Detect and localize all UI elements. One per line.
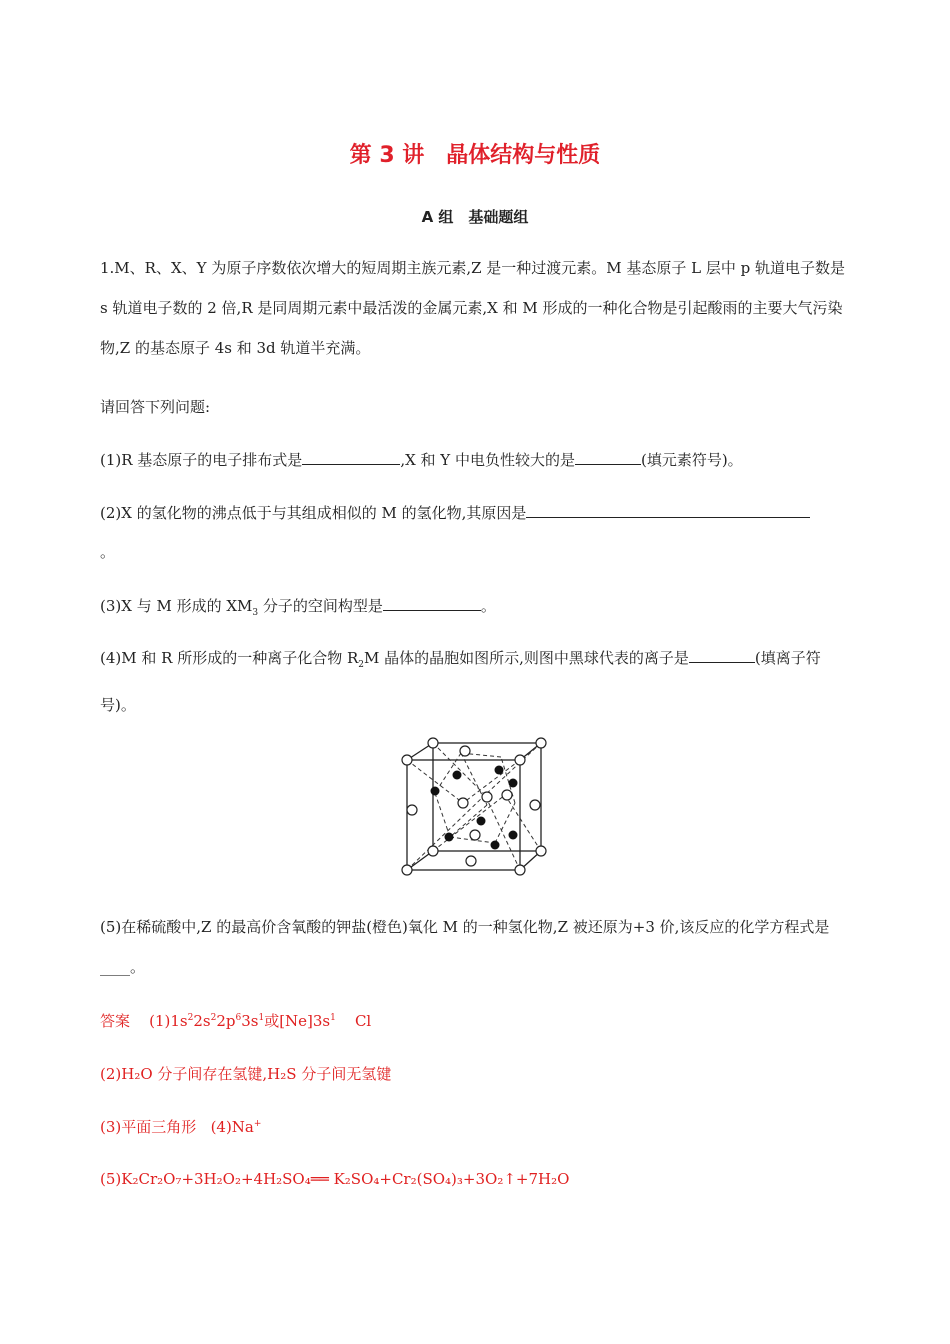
q4-text-b: M 晶体的晶胞如图所示,则图中黑球代表的离子是 [364,649,689,667]
crystal-cell-diagram [395,735,555,880]
a1-prefix: (1)1s [149,1012,188,1030]
a1-part: 2p [216,1012,236,1030]
answer-line-5: (5)K₂Cr₂O₇+3H₂O₂+4H₂SO₄══ K₂SO₄+Cr₂(SO₄)₃+3O₂↑+7H₂O [100,1170,570,1188]
a1-exp: 1 [258,1013,265,1023]
answer-line-3 [100,1116,860,1137]
a1-part: 3s [241,1012,259,1030]
answer-line-1 [100,1010,860,1031]
q4-text-a: (4)M 和 R 所形成的一种离子化合物 R [100,649,359,667]
sub-question-3 [100,594,860,618]
a4-text: (4)Na [210,1118,254,1136]
answer-line-2: (2)H₂O 分子间存在氢键,H₂S 分子间无氢键 [100,1065,392,1083]
q3-subscript: 3 [252,608,259,618]
sub-question-2 [100,501,860,523]
a1-exp: 6 [235,1013,242,1023]
a4-charge: + [253,1119,262,1129]
page-title: 第 3 讲 晶体结构与性质 [349,143,601,168]
q4-subscript: 2 [358,660,365,670]
a1-exp: 2 [210,1013,217,1023]
q3-text-c: 。 [480,597,496,615]
a1-part: 或[Ne]3s [264,1012,331,1030]
q1-text-c: (填元素符号)。 [640,451,743,469]
a1-exp: 1 [330,1013,336,1023]
group-heading: A 组 基础题组 [421,208,529,226]
q3-text-a: (3)X 与 M 形成的 XM [100,597,253,615]
unit-cell-figure [395,735,555,880]
q1-text-a: (1)R 基态原子的电子排布式是 [100,451,303,469]
q4-text-c: (填离子符号)。 [100,649,821,714]
answer-label: 答案 [100,1012,131,1030]
answer-blank[interactable] [689,646,755,663]
answer-blank[interactable] [526,501,810,518]
sub-question-1 [100,448,860,470]
sub-question-2-end: 。 [100,543,116,561]
q3-text-b: 分子的空间构型是 [258,597,383,615]
sub-question-4 [100,638,850,725]
answer-blank[interactable] [383,594,481,611]
q2-text-a: (2)X 的氢化物的沸点低于与其组成相似的 M 的氢化物,其原因是 [100,504,527,522]
a1-part: 2s [193,1012,211,1030]
question-stem: 1.M、R、X、Y 为原子序数依次增大的短周期主族元素,Z 是一种过渡元素。M 基态原子 L 层中 p 轨道电子数是 s 轨道电子数的 2 倍,R 是同周期元素中最活泼的金属元素,X 和 M 形成的一种化合物是引起酸雨的主要大气污染物,Z 的基态原子 4s 和 3d 轨道半充满。 [100,259,846,357]
a1-exp: 2 [187,1013,194,1023]
answer-blank[interactable] [575,448,641,465]
a1-element: Cl [354,1012,372,1030]
q1-text-b: ,X 和 Y 中电负性较大的是 [400,451,575,469]
answer-blank[interactable] [302,448,400,465]
a3-text: (3)平面三角形 [100,1118,197,1136]
sub-question-5: (5)在稀硫酸中,Z 的最高价含氧酸的钾盐(橙色)氧化 M 的一种氢化物,Z 被还原为+3 价,该反应的化学方程式是____。 [100,918,830,976]
question-prompt: 请回答下列问题: [100,398,211,416]
